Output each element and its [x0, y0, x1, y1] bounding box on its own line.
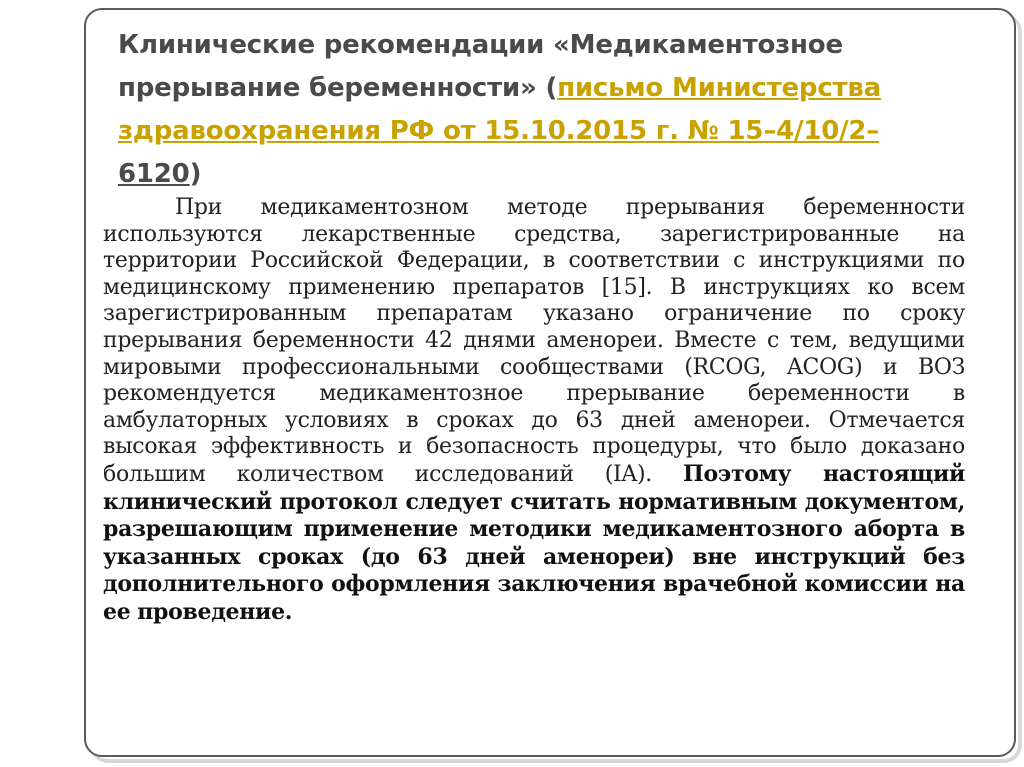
title-text: Клинические рекомендации «Медикаментозное прерывание беременности» ( [118, 30, 843, 103]
slide-title [118, 24, 938, 196]
body-regular-text: При медикаментозном методе прерывания беременности используются лекарственные средства, зарегистрированные на территории Российской Федерации, в соответствии с инструкциями по медицинскому применению препаратов [15]. В инструкциях ко всем зарегистрированным препаратам указано ограничение по сроку прерывания беременности 42 днями аменореи. Вместе с тем, ведущими мировыми профессиональными сообществами (RCOG, ACOG) и ВОЗ рекомендуется медикаментозное прерывание беременности в амбулаторных условиях в сроках до 63 дней аменореи. Отмечается высокая эффективность и безопасность процедуры, что было доказано большим количеством исследований (IA). [103, 195, 965, 487]
ministry-letter-link[interactable]: письмо Министерства здравоохранения РФ от 15.10.2015 г. № 15–4/10/2– [118, 73, 882, 146]
body-paragraph [103, 195, 965, 627]
letter-number[interactable]: 6120 [118, 159, 190, 189]
title-close-paren: ) [189, 159, 202, 189]
body-bold-text: Поэтому настоящий клинический протокол следует считать нормативным документом, разрешающим применение методики медикаментозного аборта в указанных сроках (до 63 дней аменореи) вне инструкций без дополнительного оформления заключения врачебной комиссии на ее проведение. [103, 460, 965, 625]
